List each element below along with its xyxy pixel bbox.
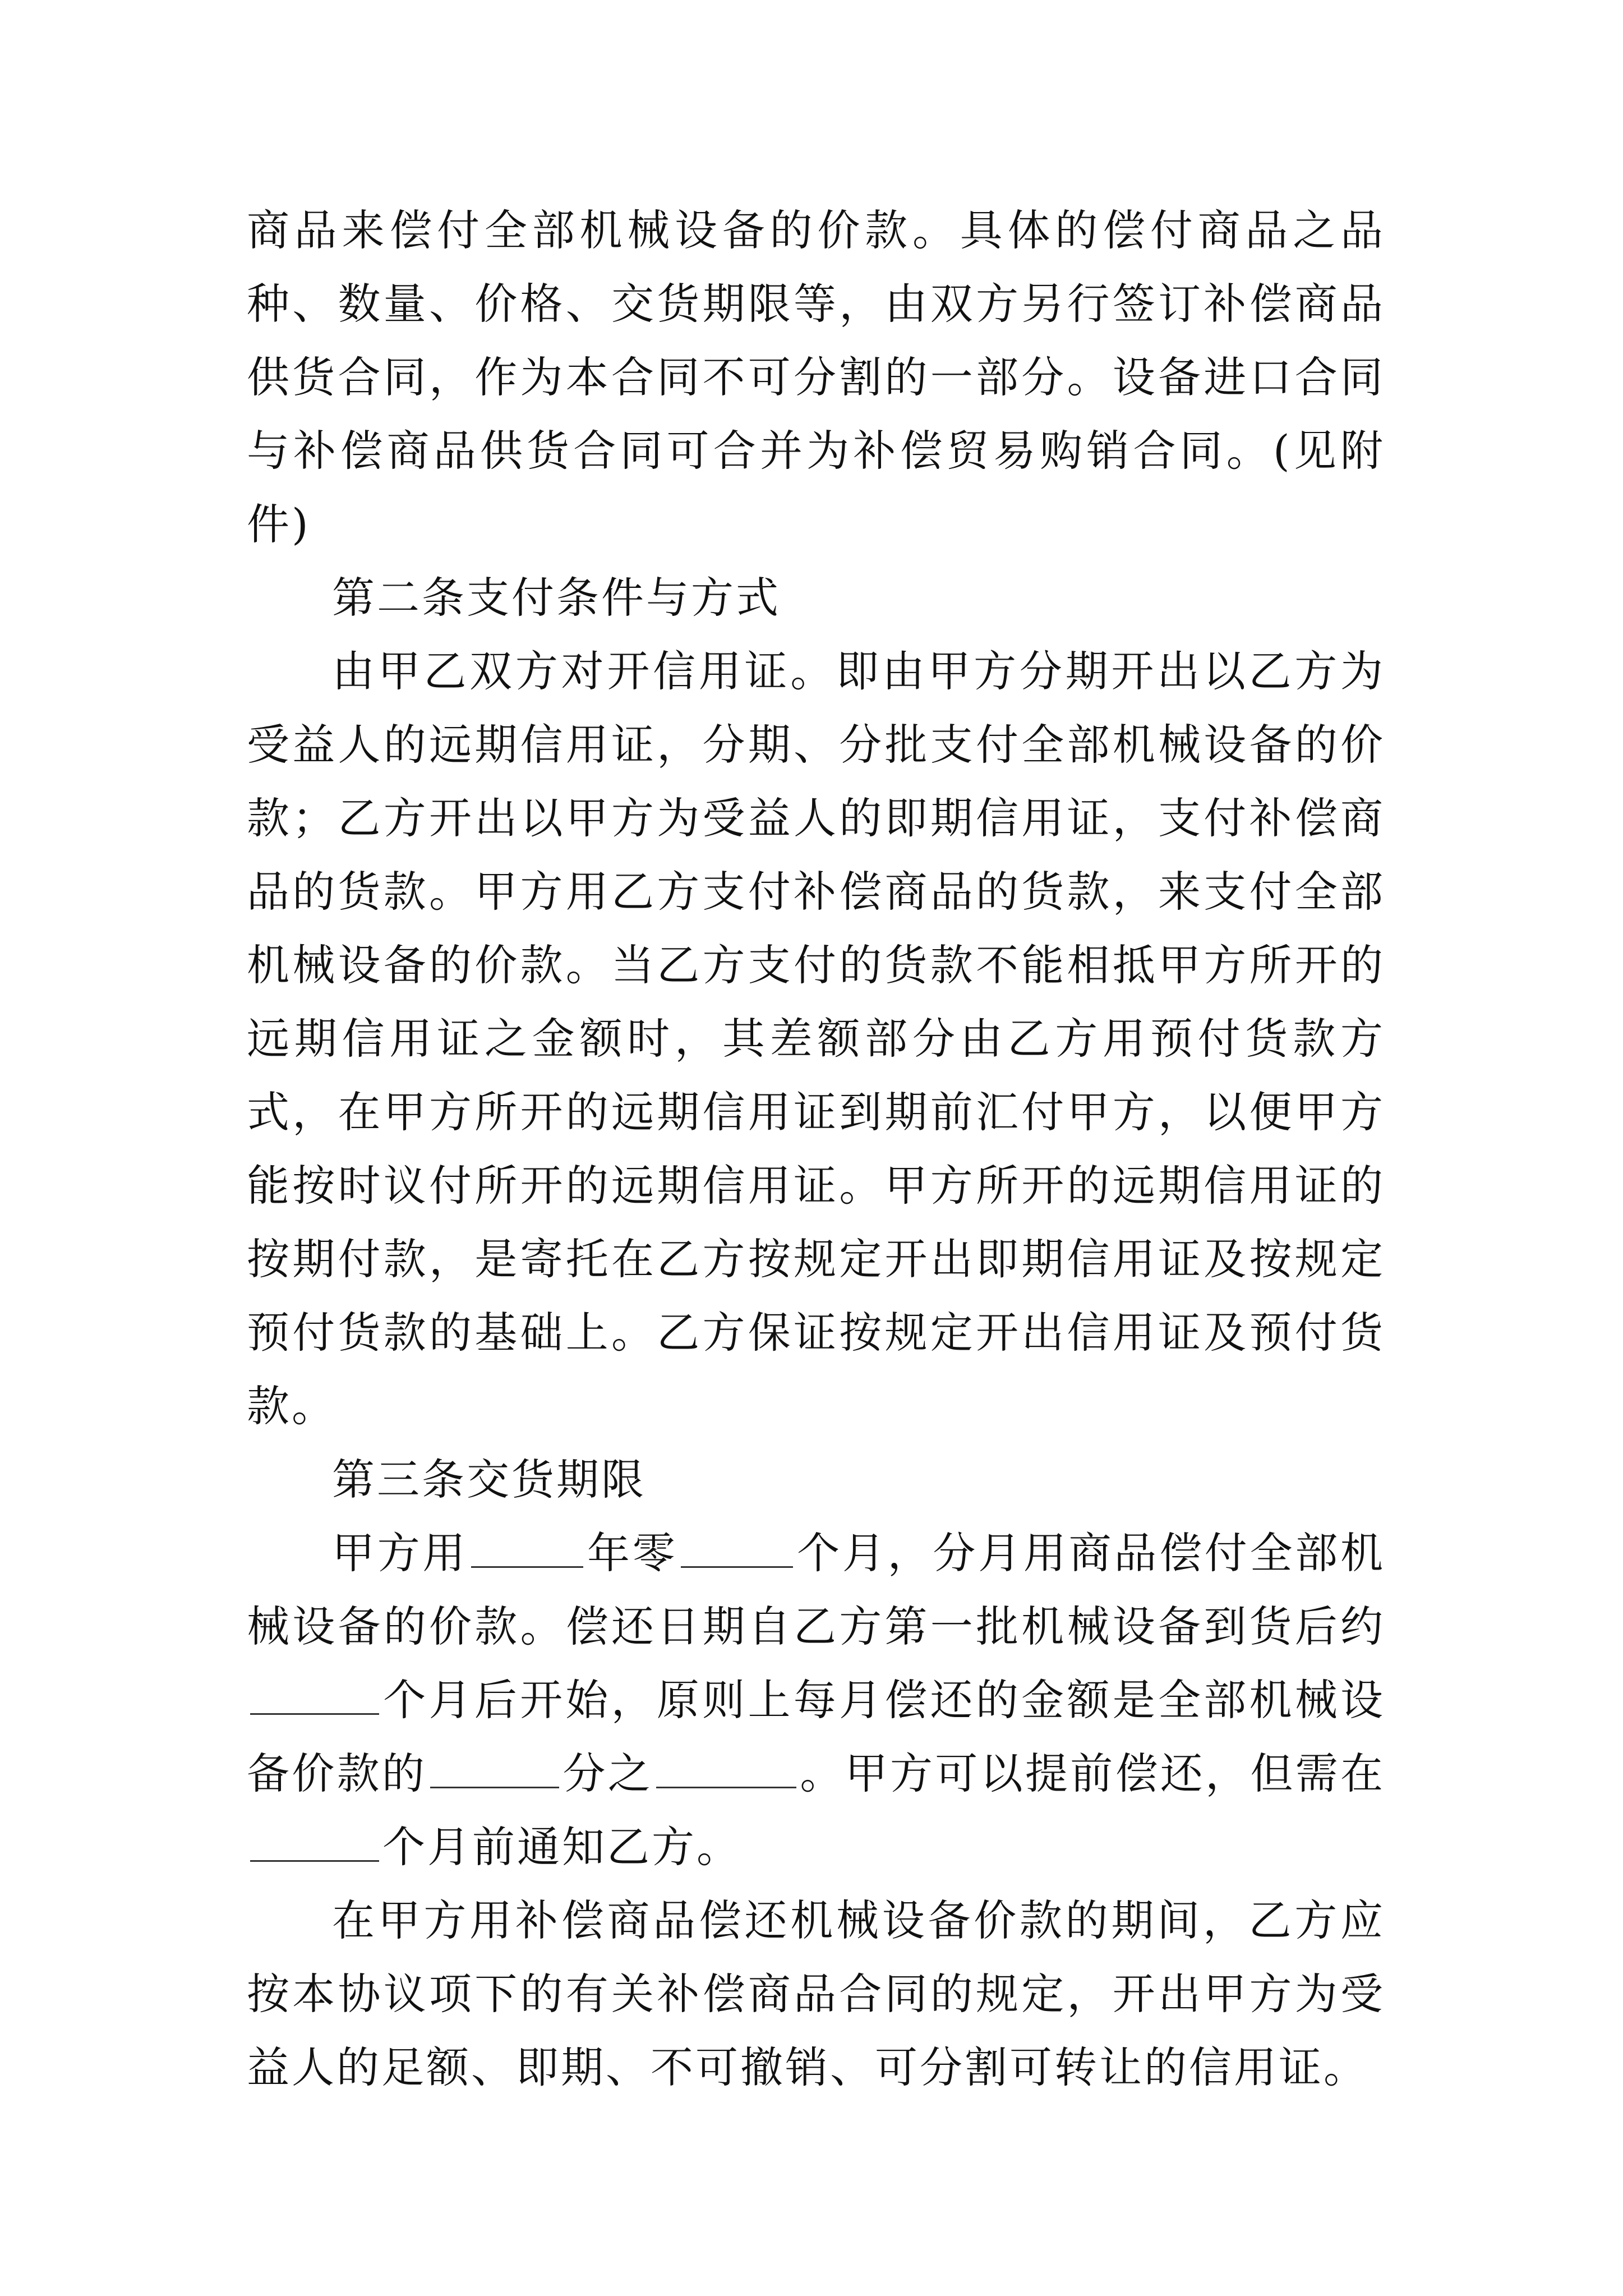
paragraph-payment-terms: 由甲乙双方对开信用证。即由甲方分期开出以乙方为受益人的远期信用证，分期、分批支付全部机械设备的价款；乙方开出以甲方为受益人的即期信用证，支付补偿商品的货款。甲方用乙方支付补偿商品的货款，来支付全部机械设备的价款。当乙方支付的货款不能相抵甲方所开的远期信用证之金额时，其差额部分由乙方用预付货款方式，在甲方所开的远期信用证到期前汇付甲方，以便甲方能按时议付所开的远期信用证。甲方所开的远期信用证的按期付款，是寄托在乙方按规定开出即期信用证及按规定预付货款的基础上。乙方保证按规定开出信用证及预付货款。 <box>247 646 1385 1431</box>
text-segment: 甲方用 <box>332 1528 468 1578</box>
text-segment: 个月，分月用商品偿付全部机械设备的价款。偿还日期自乙方第一批机械设备到货后约 <box>247 1528 1386 1651</box>
text-segment: 个月前通知乙方。 <box>382 1822 741 1872</box>
contract-text-body <box>247 194 1385 2104</box>
paragraph-delivery-period <box>247 1516 1385 1884</box>
blank-notice-months-field <box>250 1826 379 1862</box>
text-segment: 年零 <box>587 1528 678 1578</box>
text-segment: 分之 <box>562 1749 653 1798</box>
text-segment: 。甲方可以提前偿还，但需在 <box>800 1749 1386 1798</box>
blank-numerator-field <box>656 1753 796 1788</box>
blank-months-field <box>681 1533 793 1568</box>
paragraph-letter-of-credit: 在甲方用补偿商品偿还机械设备价款的期间，乙方应按本协议项下的有关补偿商品合同的规定，开出甲方为受益人的足额、即期、不可撤销、可分割可转让的信用证。 <box>247 1895 1385 2092</box>
blank-denominator-field <box>430 1753 559 1788</box>
heading-article-3: 第三条交货期限 <box>332 1455 646 1504</box>
heading-article-2: 第二条支付条件与方式 <box>332 573 781 623</box>
paragraph-compensation-goods: 商品来偿付全部机械设备的价款。具体的偿付商品之品种、数量、价格、交货期限等，由双方另行签订补偿商品供货合同，作为本合同不可分割的一部分。设备进口合同与补偿商品供货合同可合并为补偿贸易购销合同。(见附件) <box>247 205 1385 549</box>
blank-start-months-field <box>250 1680 379 1715</box>
blank-years-field <box>471 1533 583 1568</box>
text-segment: 个月后开始，原则上每月偿还的金额是全部机械设备价款的 <box>247 1675 1385 1798</box>
